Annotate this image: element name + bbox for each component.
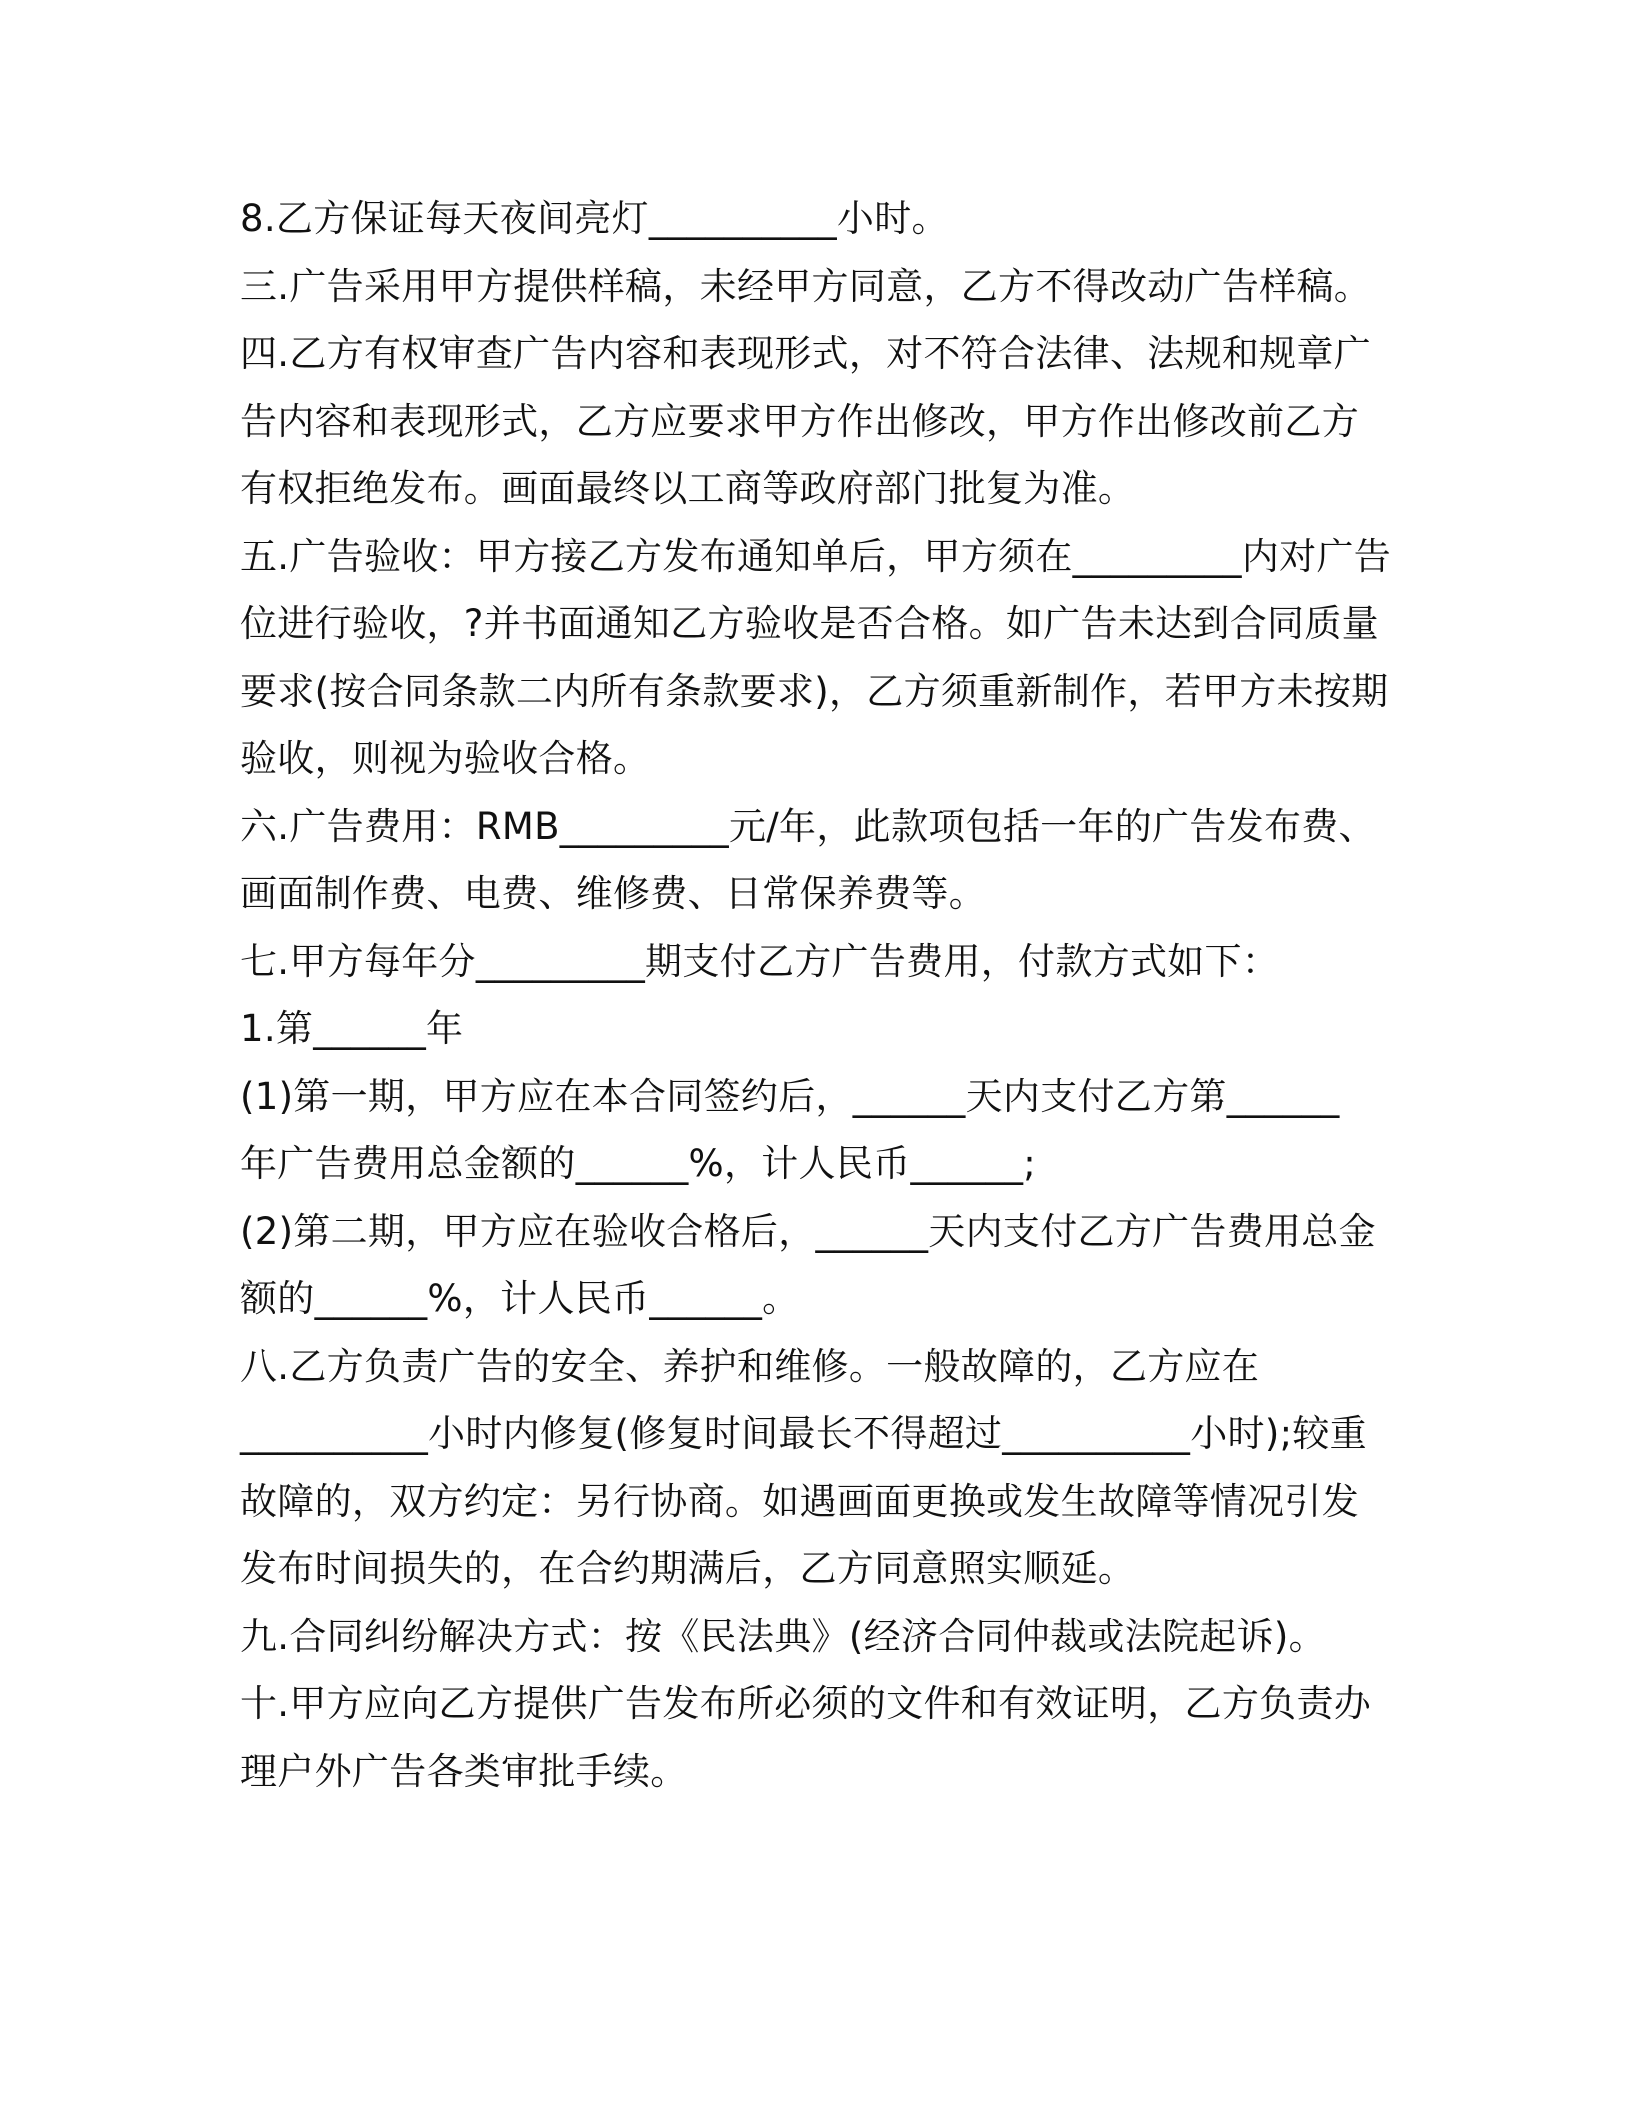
text-line: 有权拒绝发布。画面最终以工商等政府部门批复为准。 (240, 467, 1136, 510)
text-line: 画面制作费、电费、维修费、日常保养费等。 (240, 872, 986, 915)
text-line: 要求(按合同条款二内所有条款要求)，乙方须重新制作，若甲方未按期 (240, 669, 1389, 713)
text-line: 发布时间损失的，在合约期满后，乙方同意照实顺延。 (240, 1547, 1136, 1590)
text-line: 1.第______年 (240, 1007, 464, 1050)
text-line: 额的______%，计人民币______。 (240, 1277, 800, 1320)
text-line: 六.广告费用：RMB_________元/年，此款项包括一年的广告发布费、 (240, 804, 1376, 848)
text-line: (1)第一期，甲方应在本合同签约后，______天内支付乙方第______ (240, 1074, 1340, 1118)
text-line: 8.乙方保证每天夜间亮灯__________小时。 (240, 197, 949, 240)
text-line: 理户外广告各类审批手续。 (240, 1749, 688, 1793)
text-line: 位进行验收，?并书面通知乙方验收是否合格。如广告未达到合同质量 (240, 602, 1379, 645)
text-line: (2)第二期，甲方应在验收合格后，______天内支付乙方广告费用总金 (240, 1209, 1376, 1253)
text-line: 年广告费用总金额的______%，计人民币______; (240, 1142, 1037, 1185)
text-line: 四.乙方有权审查广告内容和表现形式，对不符合法律、法规和规章广 (240, 332, 1372, 375)
text-line: 七.甲方每年分_________期支付乙方广告费用，付款方式如下： (240, 939, 1280, 983)
text-line: 九.合同纠纷解决方式：按《民法典》(经济合同仲裁或法院起诉)。 (240, 1614, 1326, 1658)
text-line: 告内容和表现形式，乙方应要求甲方作出修改，甲方作出修改前乙方 (240, 399, 1359, 443)
text-line: 十.甲方应向乙方提供广告发布所必须的文件和有效证明，乙方负责办 (240, 1682, 1372, 1725)
text-line: 验收，则视为验收合格。 (240, 737, 651, 780)
text-line: 三.广告采用甲方提供样稿，未经甲方同意，乙方不得改动广告样稿。 (240, 264, 1372, 308)
text-line: 八.乙方负责广告的安全、养护和维修。一般故障的，乙方应在 (240, 1344, 1260, 1388)
document-body (240, 185, 1400, 1805)
text-line: 故障的，双方约定：另行协商。如遇画面更换或发生故障等情况引发 (240, 1479, 1359, 1523)
text-line: __________小时内修复(修复时间最长不得超过__________小时);较重 (240, 1412, 1367, 1455)
text-line: 五.广告验收：甲方接乙方发布通知单后，甲方须在_________内对广告 (240, 534, 1392, 578)
